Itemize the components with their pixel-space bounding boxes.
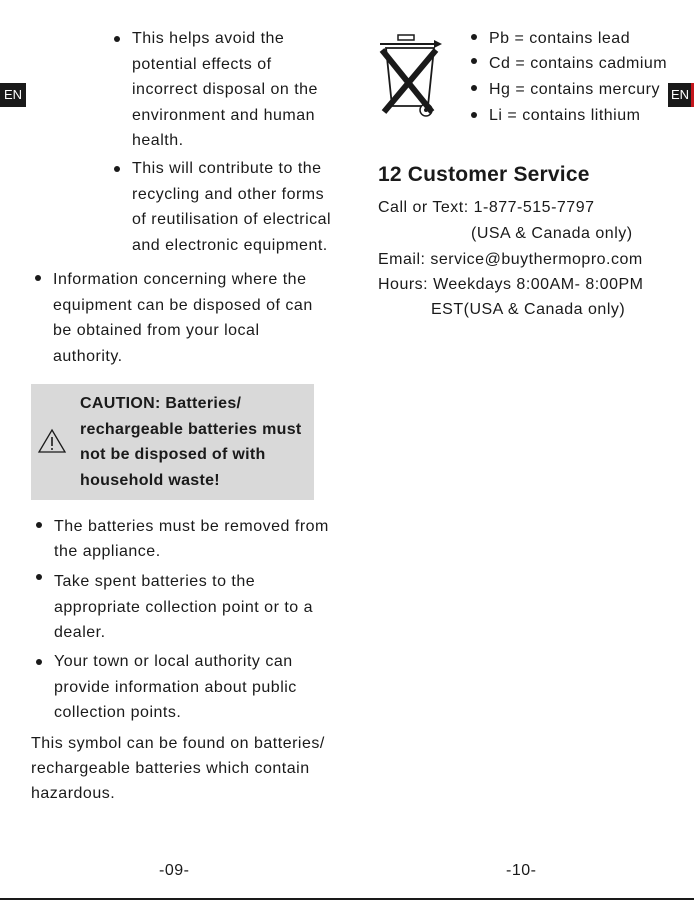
hours-note: EST(USA & Canada only) (431, 301, 626, 318)
text-line: Your town or local authority can (54, 653, 293, 670)
section-heading: 12 Customer Service (378, 163, 590, 186)
bullet-dot (471, 58, 477, 64)
bullet-dot (36, 574, 42, 580)
text-line: of reutilisation of electrical (132, 211, 332, 228)
caution-line: not be disposed of with (80, 446, 266, 463)
text-line: and electronic equipment. (132, 237, 328, 254)
text-line: health. (132, 132, 184, 149)
text-line: dealer. (54, 624, 106, 641)
chem-item: Hg = contains mercury (489, 81, 661, 98)
bullet-dot (471, 34, 477, 40)
bullet-dot (36, 659, 42, 665)
text-line: recycling and other forms (132, 186, 325, 203)
email-line: Email: service@buythermopro.com (378, 251, 643, 268)
text-line: rechargeable batteries which contain (31, 760, 310, 777)
text-line: environment and human (132, 107, 316, 124)
chem-item: Li = contains lithium (489, 107, 641, 124)
warning-triangle-icon (37, 428, 67, 454)
caution-box (31, 384, 314, 500)
bullet-dot (114, 36, 120, 42)
text-line: the appliance. (54, 543, 161, 560)
caution-line: household waste! (80, 472, 220, 489)
language-tab-right: EN (668, 83, 692, 107)
page-number-right: -10- (506, 862, 537, 879)
phone-line: Call or Text: 1-877-515-7797 (378, 199, 595, 216)
bullet-dot (36, 522, 42, 528)
chem-item: Pb = contains lead (489, 30, 631, 47)
text-line: authority. (53, 348, 123, 365)
bottom-rule (0, 898, 694, 900)
bullet-dot (114, 166, 120, 172)
crossed-out-wheelie-bin-icon (374, 30, 446, 120)
text-line: equipment can be disposed of can (53, 297, 313, 314)
text-line: hazardous. (31, 785, 116, 802)
caution-line: CAUTION: Batteries/ (80, 395, 242, 412)
text-line: Information concerning where the (53, 271, 307, 288)
caution-line: rechargeable batteries must (80, 421, 302, 438)
text-line: The batteries must be removed from (54, 518, 329, 535)
language-tab-left: EN (0, 83, 26, 107)
text-line: potential effects of (132, 56, 272, 73)
text-line: This symbol can be found on batteries/ (31, 735, 325, 752)
chem-item: Cd = contains cadmium (489, 55, 668, 72)
text-line: Take spent batteries to the (54, 573, 256, 590)
phone-note: (USA & Canada only) (471, 225, 633, 242)
text-line: This will contribute to the (132, 160, 322, 177)
hours-line: Hours: Weekdays 8:00AM- 8:00PM (378, 276, 644, 293)
text-line: provide information about public (54, 679, 297, 696)
bullet-dot (471, 85, 477, 91)
text-line: be obtained from your local (53, 322, 260, 339)
text-line: appropriate collection point or to a (54, 599, 314, 616)
page-number-left: -09- (159, 862, 190, 879)
bullet-dot (471, 112, 477, 118)
text-line: incorrect disposal on the (132, 81, 318, 98)
bullet-dot (35, 275, 41, 281)
text-line: collection points. (54, 704, 182, 721)
text-line: This helps avoid the (132, 30, 285, 47)
